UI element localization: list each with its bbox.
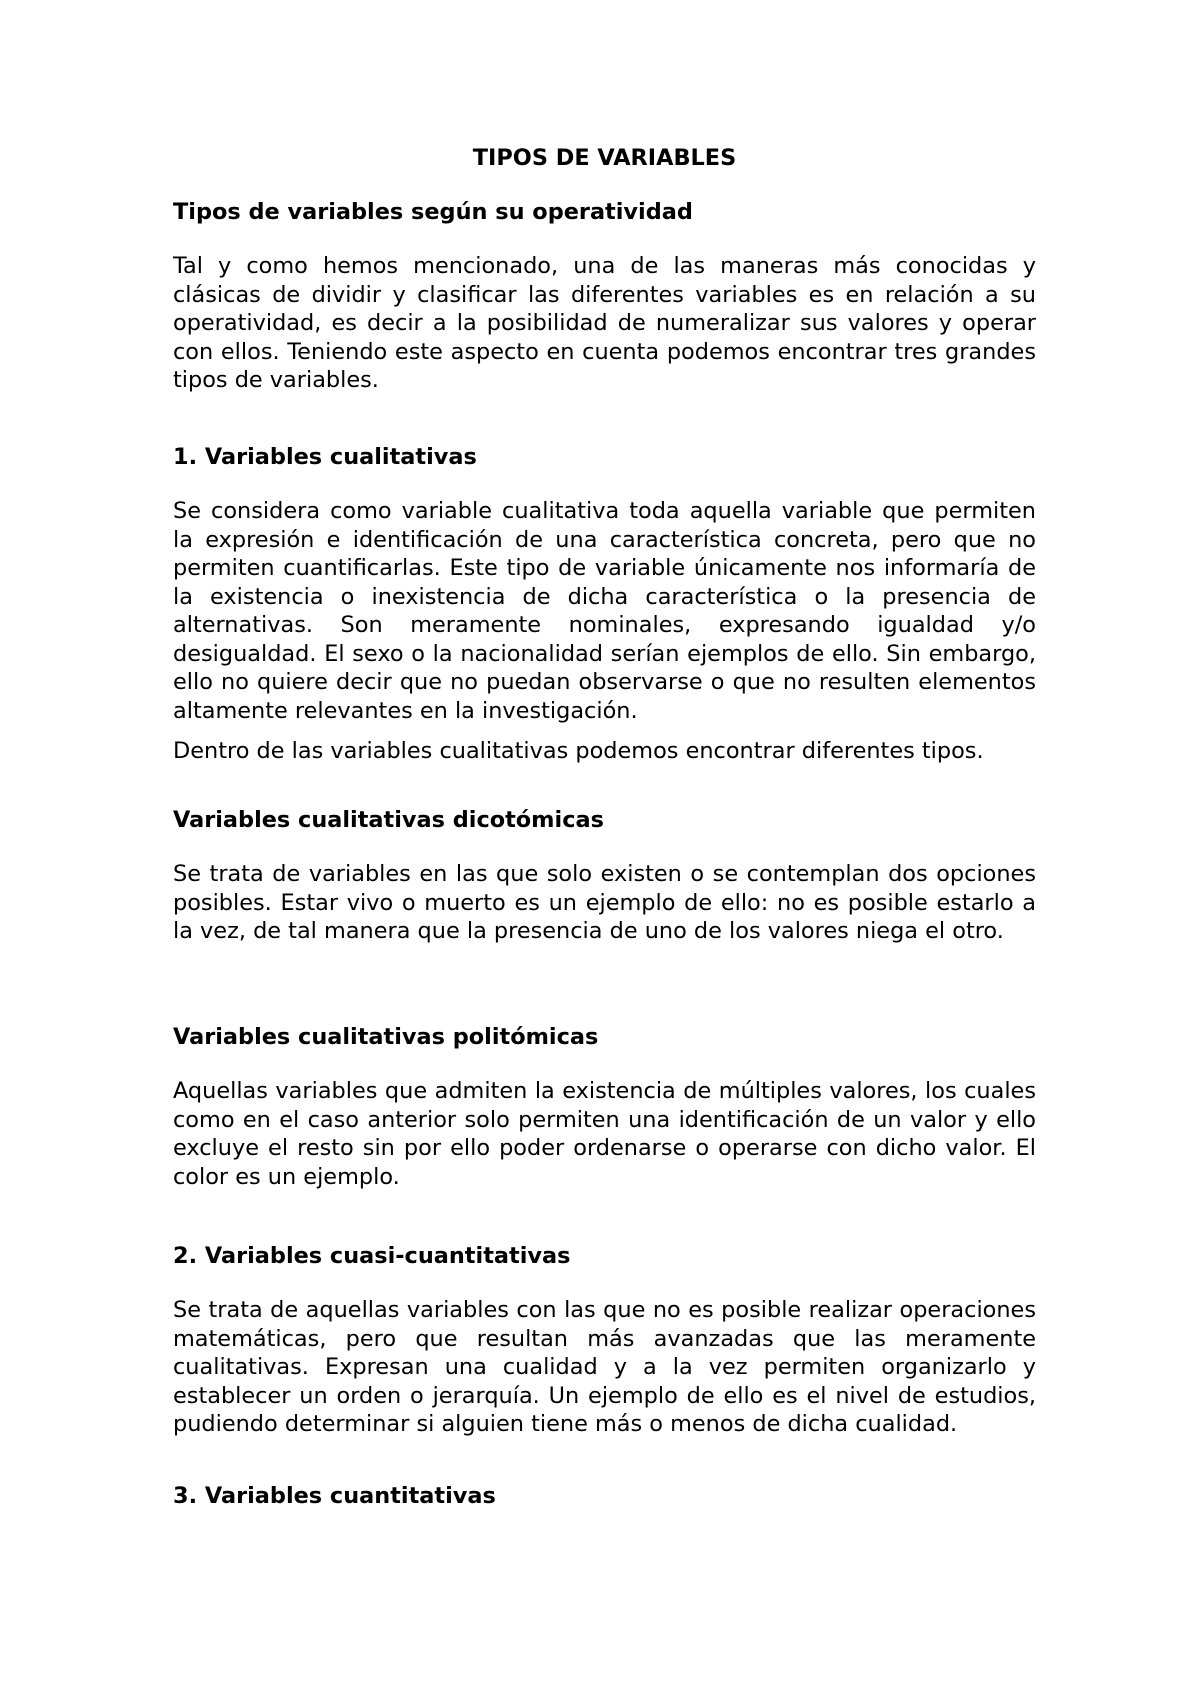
section-heading-dicotomicas: Variables cualitativas dicotómicas xyxy=(173,807,604,833)
section-heading-cuasi-cuantitativas: 2. Variables cuasi-cuantitativas xyxy=(173,1243,571,1269)
paragraph-cuasi-cuantitativas: Se trata de aquellas variables con las que no es posible realizar operaciones matemáticas, pero que resultan más avanzadas que las meramente cualitativas. Expresan una cualidad y a la vez permiten organizarlo y establecer un orden o jerarquía. Un ejemplo de ello es el nivel de estudios, pudiendo determinar si alguien tiene más o menos de dicha cualidad. xyxy=(173,1297,1036,1437)
paragraph-dicotomicas: Se trata de variables en las que solo existen o se contemplan dos opciones posibles. Estar vivo o muerto es un ejemplo de ello: no es posible estarlo a la vez, de tal manera que la presencia de uno de los valores niega el otro. xyxy=(173,861,1036,944)
section-heading-operatividad: Tipos de variables según su operatividad xyxy=(173,199,693,225)
section-heading-cuantitativas: 3. Variables cuantitativas xyxy=(173,1483,496,1509)
paragraph-cualitativas: Se considera como variable cualitativa toda aquella variable que permiten la expresión e identificación de una característica concreta, pero que no permiten cuantificarlas. Este tipo de variable únicamente nos informaría de la existencia o inexistencia de dicha característica o la presencia de alternativas. Son meramente nominales, expresando igualdad y/o desigualdad. El sexo o la nacionalidad serían ejemplos de ello. Sin embargo, ello no quiere decir que no puedan observarse o que no resulten elementos altamente relevantes en la investigación. xyxy=(173,498,1036,724)
section-heading-cualitativas: 1. Variables cualitativas xyxy=(173,444,477,470)
paragraph-politomicas: Aquellas variables que admiten la existencia de múltiples valores, los cuales como en el caso anterior solo permiten una identificación de un valor y ello excluye el resto sin por ello poder ordenarse o operarse con dicho valor. El color es un ejemplo. xyxy=(173,1078,1036,1190)
section-heading-politomicas: Variables cualitativas politómicas xyxy=(173,1024,599,1050)
paragraph-cualitativas-tipos: Dentro de las variables cualitativas podemos encontrar diferentes tipos. xyxy=(173,738,984,764)
document-title: TIPOS DE VARIABLES xyxy=(472,145,737,171)
paragraph-operatividad: Tal y como hemos mencionado, una de las maneras más conocidas y clásicas de dividir y clasificar las diferentes variables es en relación a su operatividad, es decir a la posibilidad de numeralizar sus valores y operar con ellos. Teniendo este aspecto en cuenta podemos encontrar tres grandes tipos de variables. xyxy=(173,253,1036,393)
